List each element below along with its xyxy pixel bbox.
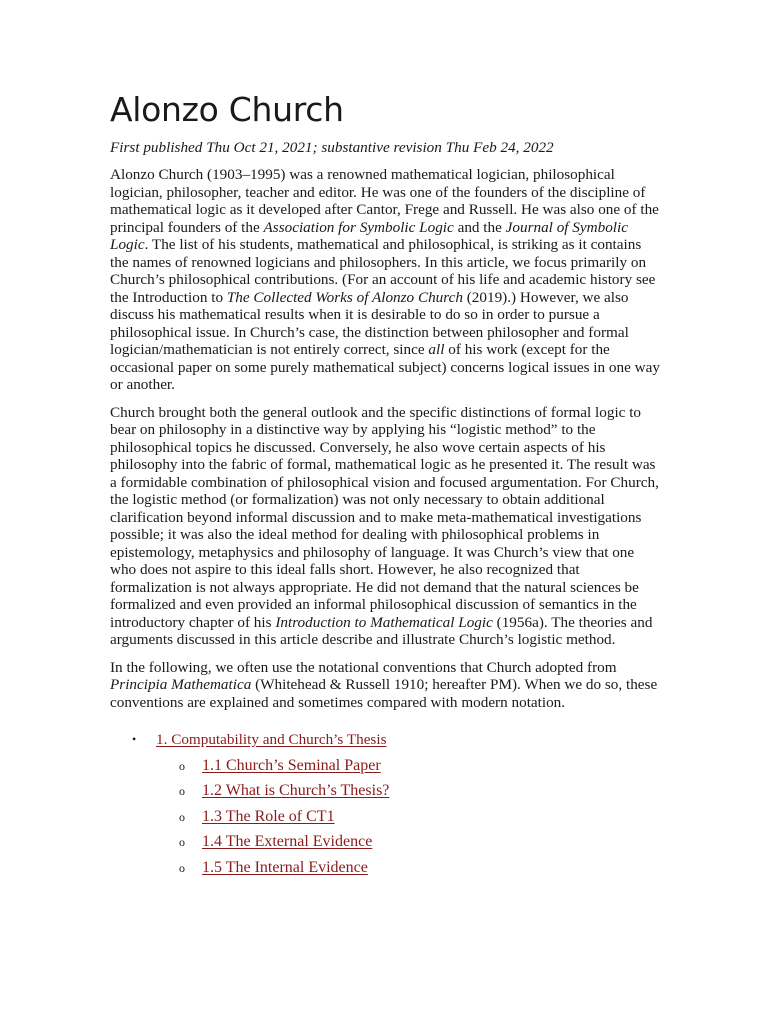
circle-bullet-icon: o	[179, 835, 185, 849]
toc-link-seminal-paper[interactable]: 1.1 Church’s Seminal Paper	[202, 756, 381, 774]
paragraph	[110, 404, 660, 649]
text-run: Alonzo Church (1903–1995) was a renowned mathematical logician, philosophical logician, philosopher, teacher and editor. He was one of the founders of the discipline of mathematical logic as it developed after Cantor, Frege and Russell. He was also one of the principal founders of the	[110, 166, 659, 236]
text-run: . The list of his students, mathematical and philosophical, is striking as it contains the names of renowned logicians and philosophers. In this article, we focus primarily on Church’s philosophical contributions. (For an account of his life and academic history see the Introduction to	[110, 236, 656, 306]
text-run: (2019).) However, we also discuss his mathematical results when it is desirable to do so in order to pursue a philosophical issue. In Church’s case, the distinction between philosopher and formal logician/mathematician is not entirely correct, since	[110, 288, 629, 358]
toc-sublist	[110, 753, 660, 881]
toc-subitem	[110, 829, 660, 855]
circle-bullet-icon: o	[179, 758, 185, 773]
text-run: Church brought both the general outlook and the specific distinctions of formal logic to bear on philosophy in a distinctive way by applying his “logistic method” to the philosophical topics he discussed. Conversely, he also wove certain aspects of his philosophy into the fabric of formal, mathematical logic as he presented it. The result was a formidable combination of philosophical vision and focused argumentation. For Church, the logistic method (or formalization) was not only necessary to obtain additional clarification beyond informal discussion and to make meta-mathematical investigations possible; it was also the ideal method for dealing with philosophical problems in epistemology, metaphysics and philosophy of language. It was Church’s view that one who does not aspire to this ideal falls short. However, he also recognized that formalization is not always appropriate. He did not demand that the natural sciences be formalized and even provided an informal philosophical discussion of semantics in the introductory chapter of his	[110, 403, 659, 631]
text-run: of his work (except for the occasional paper on some purely mathematical subject) concerns logical issues in one way or another.	[110, 341, 660, 393]
italic-text: all	[428, 341, 445, 358]
toc-link-internal-evidence[interactable]: 1.5 The Internal Evidence	[202, 858, 368, 876]
article-body	[110, 166, 660, 711]
toc-link-computability[interactable]: 1. Computability and Church’s Thesis	[156, 731, 387, 748]
publication-info: First published Thu Oct 21, 2021; substantive revision Thu Feb 24, 2022	[110, 139, 554, 156]
paragraph	[110, 166, 660, 394]
italic-text: Journal of Symbolic Logic	[110, 218, 628, 253]
toc-subitem	[110, 778, 660, 804]
italic-text: Principia Mathematica	[110, 676, 252, 693]
toc-link-external-evidence[interactable]: 1.4 The External Evidence	[202, 833, 373, 850]
italic-text: The Collected Works of Alonzo Church	[226, 288, 463, 306]
toc-subitem	[110, 855, 660, 881]
text-run: and the	[453, 218, 506, 236]
text-run: (Whitehead & Russell 1910; hereafter PM). When we do so, these conventions are explained and sometimes compared with modern notation.	[110, 676, 658, 711]
circle-bullet-icon: o	[179, 809, 185, 824]
article	[110, 88, 660, 880]
table-of-contents	[110, 727, 660, 753]
italic-text: Introduction to Mathematical Logic	[275, 613, 493, 631]
toc-item	[110, 727, 660, 753]
page-title: Alonzo Church	[110, 90, 344, 129]
text-run: In the following, we often use the notational conventions that Church adopted from	[110, 658, 617, 676]
toc-subitem	[110, 753, 660, 779]
toc-link-what-is-thesis[interactable]: 1.2 What is Church’s Thesis?	[202, 782, 390, 799]
paragraph	[110, 659, 660, 712]
circle-bullet-icon: o	[179, 784, 185, 798]
toc-subitem	[110, 804, 660, 830]
text-run: (1956a). The theories and arguments discussed in this article describe and illustrate Church’s logistic method.	[110, 613, 653, 648]
italic-text: Association for Symbolic Logic	[263, 218, 454, 236]
toc-link-role-of-ct1[interactable]: 1.3 The Role of CT1	[202, 807, 335, 825]
bullet-icon: •	[132, 732, 137, 746]
circle-bullet-icon: o	[179, 860, 185, 875]
